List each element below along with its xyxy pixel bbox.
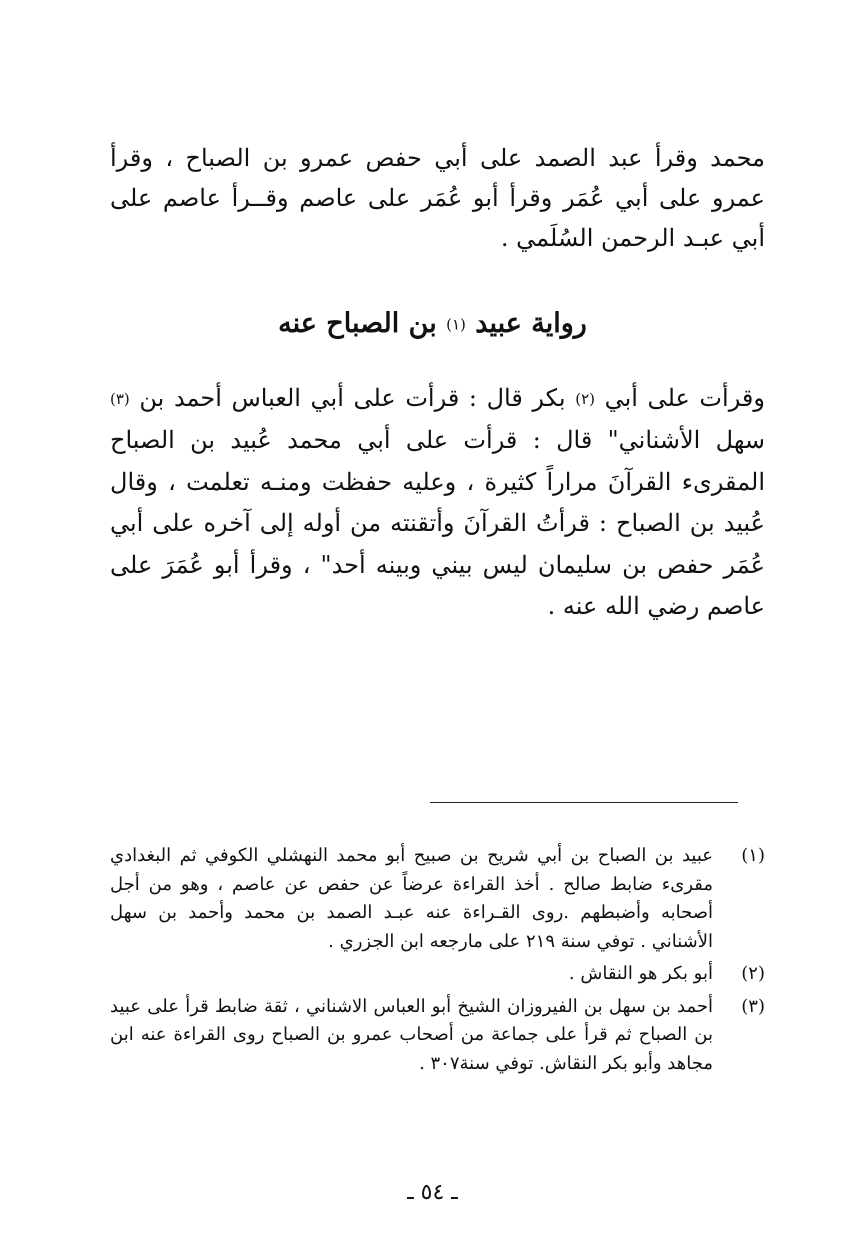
footnote-number: (١) xyxy=(741,845,765,866)
footnote-text: أحمد بن سهل بن الفيروزان الشيخ أبو العباس الاشناني ، ثقة ضابط قرأ على عبيد بن الصباح ثم قرأ على جماعة من أصحاب عمرو بن الصباح روى القراءة عنه ابن مجاهد وأبو بكر النقاش. توفي سنة٣٠٧ . xyxy=(110,995,713,1074)
footnote-item xyxy=(110,960,765,989)
footnote-item xyxy=(110,993,765,1079)
section-heading xyxy=(100,304,765,345)
narration-part-1: وقرأت على أبي xyxy=(604,384,765,412)
heading-text-start: رواية عبيد xyxy=(475,308,587,339)
footnote-ref-3[interactable]: (٣) xyxy=(110,389,130,408)
footnote-number: (٣) xyxy=(741,995,765,1017)
footnote-text: عبيد بن الصباح بن أبي شريح بن صبيح أبو محمد النهشلي الكوفي ثم البغدادي مقرىء ضابط صالح . أخذ القراءة عرضاً عن حفص عن عاصم ، وهو من أجل أصحابه وأضبطهم .روى القـراءة عنه عبـد الصمد بن محمد وأحمد بن سهل الأشناني . توفي سنة ٢١٩ على مارجعه ابن الجزري . xyxy=(110,845,713,952)
footnotes xyxy=(110,842,765,1082)
paragraph-narration xyxy=(110,378,765,628)
footnote-ref-1[interactable]: (١) xyxy=(446,315,466,334)
footnote-number: (٢) xyxy=(741,963,765,984)
main-text xyxy=(110,138,765,258)
paragraph-continuation: محمد وقرأ عبد الصمد على أبي حفص عمرو بن الصباح ، وقرأ عمرو على أبي عُمَر وقرأ أبو عُمَر على عاصم وقــرأ عاصم على أبي عبـد الرحمن السُلَمي . xyxy=(110,144,765,252)
footnote-text: أبو بكر هو النقاش . xyxy=(568,963,713,984)
footnote-item xyxy=(110,842,765,956)
narration-part-3: سهل الأشناني" قال : قرأت على أبي محمد عُبيد بن الصباح المقرىء القرآنَ مراراً كثيرة ، وعليه حفظت ومنـه تعلمت ، وقال عُبيد بن الصباح : قرأتُ القرآنَ وأتقنته من أوله إلى آخره على أبي عُمَر حفص بن سليمان ليس بيني وبينه أحد" ، وقرأ أبو عُمَرَ على عاصم رضي الله عنه . xyxy=(110,426,765,621)
narration-part-2: بكر قال : قرأت على أبي العباس أحمد بن xyxy=(139,384,566,412)
heading-text-end: بن الصباح عنه xyxy=(278,308,437,339)
footnote-ref-2[interactable]: (٢) xyxy=(575,389,595,408)
page-number: ـ ٥٤ ـ xyxy=(407,1180,458,1205)
footnote-divider xyxy=(430,802,738,803)
